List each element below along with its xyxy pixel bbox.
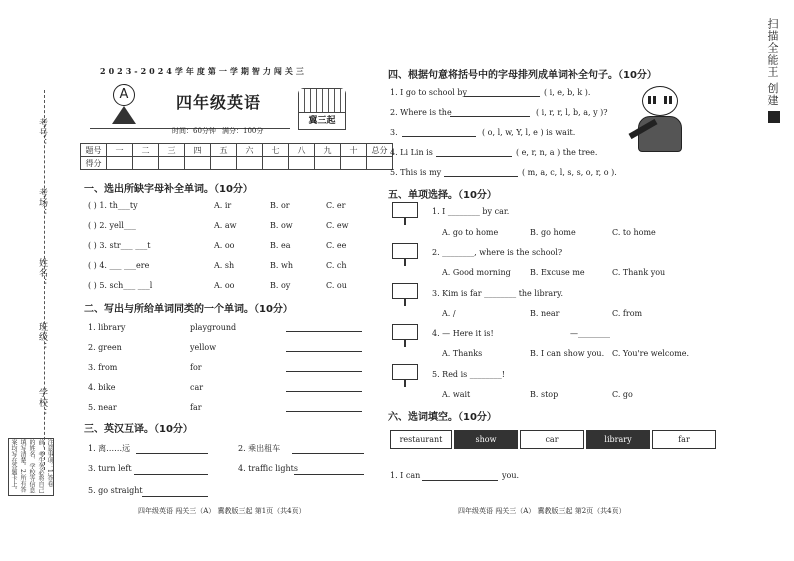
s5-q5-b: B. stop: [530, 390, 559, 399]
s2-example-3: for: [190, 363, 202, 372]
year-title: 2023-2024学年度第一学期智力闯关三: [100, 66, 307, 76]
s1-q4: ( ) 4. ___ ___ere: [88, 261, 150, 270]
s3-line-4[interactable]: [294, 466, 364, 475]
s5-q3-a: A. /: [442, 309, 456, 318]
s4-q1-line[interactable]: [464, 88, 540, 97]
s1-q3: ( ) 3. str___ ___t: [88, 241, 151, 250]
s5-q1: 1. I ________ by car.: [432, 207, 510, 216]
s5-q1-b: B. go home: [530, 228, 576, 237]
tower-icon: [112, 106, 136, 124]
score-cell: 六: [237, 144, 263, 157]
s5-q1-a: A. go to home: [442, 228, 499, 237]
score-table-header-row: [81, 144, 393, 157]
s5-q2-b: B. Excuse me: [530, 268, 585, 277]
cartoon-body: [638, 116, 682, 152]
score-cell: 四: [185, 144, 211, 157]
s5-q2-a: A. Good morning: [442, 268, 511, 277]
score-cell: 一: [107, 144, 133, 157]
s3-item-1: 1. 离……远: [88, 444, 131, 453]
subject-title: 四年级英语: [176, 93, 262, 112]
s5-q4: 4. — Here it is! —________: [432, 329, 611, 338]
s1-q2-b: B. ow: [270, 221, 293, 230]
s4-q2-post: ( i, r, r, l, b, a, y )?: [536, 108, 608, 117]
s1-q2: ( ) 2. yell___: [88, 221, 136, 230]
label-name: 姓名：: [37, 258, 47, 288]
s3-line-3[interactable]: [134, 466, 208, 475]
s5-q5: 5. Red is ________!: [432, 370, 506, 379]
logo: [104, 84, 144, 126]
signpost-icon: [392, 324, 418, 340]
score-input-cell[interactable]: [315, 157, 341, 170]
score-cell: 七: [263, 144, 289, 157]
s2-answer-line-4[interactable]: [286, 383, 362, 392]
s4-q5-line[interactable]: [444, 168, 518, 177]
score-input-cell[interactable]: [367, 157, 393, 170]
s2-word-5: 5. near: [88, 403, 117, 412]
score-label: 满分：100分: [222, 127, 264, 135]
score-input-cell[interactable]: [289, 157, 315, 170]
score-input-cell[interactable]: [237, 157, 263, 170]
score-cell: 题号: [81, 144, 107, 157]
s1-q1-b: B. or: [270, 201, 290, 210]
s5-q2: 2. ________, where is the school?: [432, 248, 563, 257]
publisher-badge: [298, 88, 346, 130]
s1-q1: ( ) 1. th___ty: [88, 201, 138, 210]
s5-q2-c: C. Thank you: [612, 268, 666, 277]
s5-q3-b: B. near: [530, 309, 560, 318]
s4-q4-post: ( e, r, n, a ) the tree.: [516, 148, 598, 157]
notice-text: 注意事项：1.答卷前，考生务必将自己的姓名、学校等信息填写清楚。2.所有答案均写在答题卡上。: [10, 439, 53, 493]
s2-example-4: car: [190, 383, 204, 392]
score-input-cell[interactable]: [211, 157, 237, 170]
cartoon-student-illustration: [628, 82, 694, 160]
section-2-title: 二、写出与所给单词同类的一个单词。（10分）: [84, 304, 293, 315]
s1-q5-b: B. oy: [270, 281, 291, 290]
score-input-cell[interactable]: [107, 157, 133, 170]
score-input-cell[interactable]: [341, 157, 367, 170]
s4-q5-pre: 5. This is my: [390, 168, 442, 177]
s2-answer-line-5[interactable]: [286, 403, 362, 412]
s5-q5-a: A. wait: [442, 390, 471, 399]
s1-q2-c: C. ew: [326, 221, 349, 230]
s1-q3-c: C. ee: [326, 241, 347, 250]
s2-word-1: 1. library: [88, 323, 126, 332]
s2-word-4: 4. bike: [88, 383, 116, 392]
signpost-icon: [392, 364, 418, 380]
label-exam-room: 考场：: [37, 188, 47, 218]
s3-item-4: 4. traffic lights: [238, 464, 298, 473]
label-class: 班级：: [37, 322, 47, 352]
s5-q5-c: C. go: [612, 390, 633, 399]
score-table-score-row: [81, 157, 393, 170]
signpost-icon: [392, 202, 418, 218]
score-input-cell[interactable]: [133, 157, 159, 170]
score-input-cell[interactable]: [159, 157, 185, 170]
scanner-watermark: [764, 18, 790, 158]
label-exam-no: 考号：: [37, 118, 47, 148]
s1-q5: ( ) 5. sch___ ___l: [88, 281, 153, 290]
s1-q4-c: C. ch: [326, 261, 347, 270]
section-4-title: 四、根据句意将括号中的字母排列成单词补全句子。（10分）: [388, 70, 657, 81]
score-cell: 九: [315, 144, 341, 157]
section-3-title: 三、英汉互译。（10分）: [84, 424, 193, 435]
s4-q5-post: ( m, a, c, l, s, s, o, r, o ).: [522, 168, 617, 177]
word-box-far: far: [652, 430, 716, 449]
s4-q4-pre: 4. Li Lin is: [390, 148, 433, 157]
word-box-car: car: [520, 430, 584, 449]
s1-q4-b: B. wh: [270, 261, 293, 270]
s1-q5-c: C. ou: [326, 281, 347, 290]
signpost-icon: [392, 283, 418, 299]
s3-line-1[interactable]: [136, 445, 208, 454]
section-6-title: 六、选词填空。（10分）: [388, 412, 497, 423]
qr-icon: [768, 111, 780, 123]
building-icon: [299, 89, 345, 113]
score-row-label: 得分: [81, 157, 107, 170]
score-cell: 二: [133, 144, 159, 157]
s2-answer-line-2[interactable]: [286, 343, 362, 352]
s6-q1-end: you.: [502, 471, 520, 480]
s4-q4-line[interactable]: [436, 148, 512, 157]
score-input-cell[interactable]: [185, 157, 211, 170]
score-cell: 总分: [367, 144, 393, 157]
s1-q4-a: A. sh: [214, 261, 235, 270]
badge-text: 冀三起: [308, 116, 336, 126]
section-5-title: 五、单项选择。（10分）: [388, 190, 497, 201]
logo-letter: A: [113, 84, 135, 106]
s4-q3-line[interactable]: [402, 128, 476, 137]
footer-right: 四年级英语 闯关三（A） 冀教版三起 第2页（共4页）: [458, 507, 626, 515]
s1-q3-b: B. ea: [270, 241, 291, 250]
s1-q1-a: A. ir: [214, 201, 232, 210]
s2-word-3: 3. from: [88, 363, 118, 372]
s2-answer-line-3[interactable]: [286, 363, 362, 372]
s5-q3-c: C. from: [612, 309, 643, 318]
score-cell: 三: [159, 144, 185, 157]
s1-q1-c: C. er: [326, 201, 346, 210]
word-box-restaurant: restaurant: [390, 430, 452, 449]
s2-example-2: yellow: [190, 343, 217, 352]
s6-q1-line[interactable]: [422, 472, 498, 481]
score-input-cell[interactable]: [263, 157, 289, 170]
s1-q5-a: A. oo: [214, 281, 235, 290]
s2-answer-line-1[interactable]: [286, 323, 362, 332]
word-box-library: library: [586, 430, 650, 449]
word-box-show: show: [454, 430, 518, 449]
s6-q1-pre: 1. I can: [390, 471, 421, 480]
section-1-title: 一、选出所缺字母补全单词。（10分）: [84, 184, 253, 195]
footer-left: 四年级英语 闯关三（A） 冀教版三起 第1页（共4页）: [138, 507, 306, 515]
s4-q1-post: ( i, e, b, k ).: [544, 88, 591, 97]
score-cell: 十: [341, 144, 367, 157]
score-cell: 八: [289, 144, 315, 157]
scanner-label: 扫描全能王 创建: [766, 18, 779, 107]
s4-q1-pre: 1. I go to school by: [390, 88, 468, 97]
s3-line-5[interactable]: [142, 488, 208, 497]
score-table: [80, 143, 393, 170]
s5-q1-c: C. to home: [612, 228, 656, 237]
notice-box: [8, 438, 54, 496]
s4-q3-post: ( o, l, w, Y, l, e ) is wait.: [482, 128, 576, 137]
glasses-icon: [648, 96, 672, 104]
s1-q3-a: A. oo: [214, 241, 235, 250]
s4-q3-pre: 3.: [390, 128, 398, 137]
s4-q2-pre: 2. Where is the: [390, 108, 452, 117]
s5-q3: 3. Kim is far ________ the library.: [432, 289, 563, 298]
score-cell: 五: [211, 144, 237, 157]
s2-example-5: far: [190, 403, 202, 412]
s2-word-2: 2. green: [88, 343, 122, 352]
s3-item-3: 3. turn left: [88, 464, 132, 473]
s3-item-5: 5. go straight: [88, 486, 143, 495]
s4-q2-line[interactable]: [450, 108, 530, 117]
label-school: 学校：: [37, 388, 47, 418]
time-label: 时间：60分钟: [172, 127, 216, 135]
s5-q4-c: C. You're welcome.: [612, 349, 690, 358]
signpost-icon: [392, 243, 418, 259]
s5-q4-a: A. Thanks: [442, 349, 483, 358]
s3-item-2: 2. 乘出租车: [238, 444, 281, 453]
s5-q4-b: B. I can show you.: [530, 349, 605, 358]
s3-line-2[interactable]: [292, 445, 364, 454]
s1-q2-a: A. aw: [214, 221, 237, 230]
s2-example-1: playground: [190, 323, 237, 332]
